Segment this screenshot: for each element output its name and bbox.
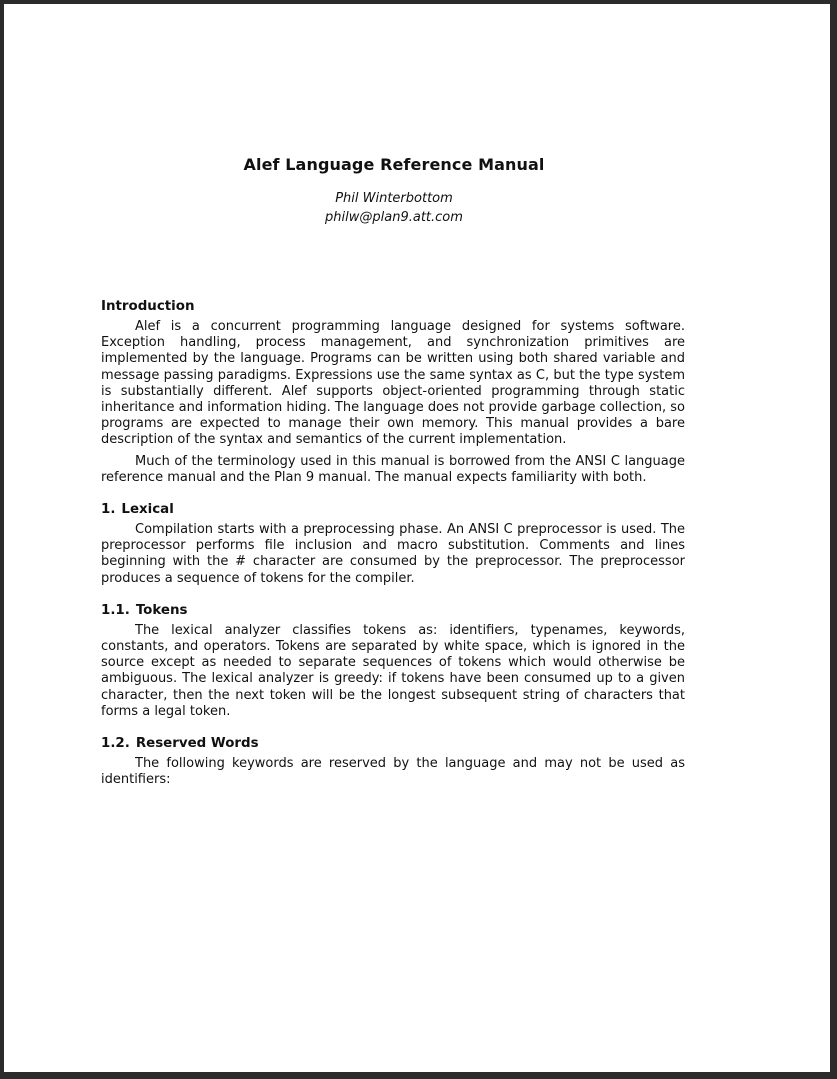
- paragraph: The lexical analyzer classifies tokens as: identifiers, typenames, keywords, constants, and operators. Tokens are separated by white space, which is ignored in the source except as needed to separate sequences of tokens which would otherwise be ambiguous. The lexical analyzer is greedy: if tokens have been consumed up to a given character, then the next token will be the longest subsequent string of characters that forms a legal token.: [101, 622, 685, 719]
- document-author: Phil Winterbottom: [335, 191, 453, 206]
- section-introduction: [101, 298, 685, 486]
- paragraph: Compilation starts with a preprocessing phase. An ANSI C preprocessor is used. The preprocessor performs file inclusion and macro substitution. Comments and lines beginning with the # character are consumed by the preprocessor. The preprocessor produces a sequence of tokens for the compiler.: [101, 522, 685, 586]
- section-number: 1.1.: [101, 602, 130, 618]
- section-heading: [101, 501, 685, 518]
- section-heading: [101, 602, 685, 619]
- section-heading: [101, 735, 685, 752]
- paragraph: Much of the terminology used in this manual is borrowed from the ANSI C language reference manual and the Plan 9 manual. The manual expects familiarity with both.: [101, 453, 685, 485]
- paragraph: Alef is a concurrent programming language designed for systems software. Exception handling, process management, and synchronization primitives are implemented by the language. Programs can be written using both shared variable and message passing paradigms. Expressions use the same syntax as C, but the type system is substantially different. Alef supports object-oriented programming through static inheritance and information hiding. The language does not provide garbage collection, so programs are expected to manage their own memory. This manual provides a bare description of the syntax and semantics of the current implementation.: [101, 319, 685, 448]
- document-title: Alef Language Reference Manual: [243, 155, 545, 174]
- section-heading: [101, 298, 685, 315]
- section-lexical: [101, 501, 685, 587]
- document-page: [4, 4, 830, 1072]
- section-reserved-words: [101, 735, 685, 788]
- section-title: Tokens: [135, 602, 188, 618]
- section-tokens: [101, 602, 685, 720]
- section-title: Introduction: [101, 299, 195, 314]
- document-email: philw@plan9.att.com: [325, 210, 463, 225]
- section-number: 1.2.: [101, 736, 130, 752]
- document-body: [101, 298, 685, 803]
- section-title: Reserved Words: [135, 736, 259, 752]
- section-title: Lexical: [121, 502, 174, 518]
- section-number: 1.: [101, 502, 116, 518]
- paragraph: The following keywords are reserved by the language and may not be used as identifiers:: [101, 756, 685, 788]
